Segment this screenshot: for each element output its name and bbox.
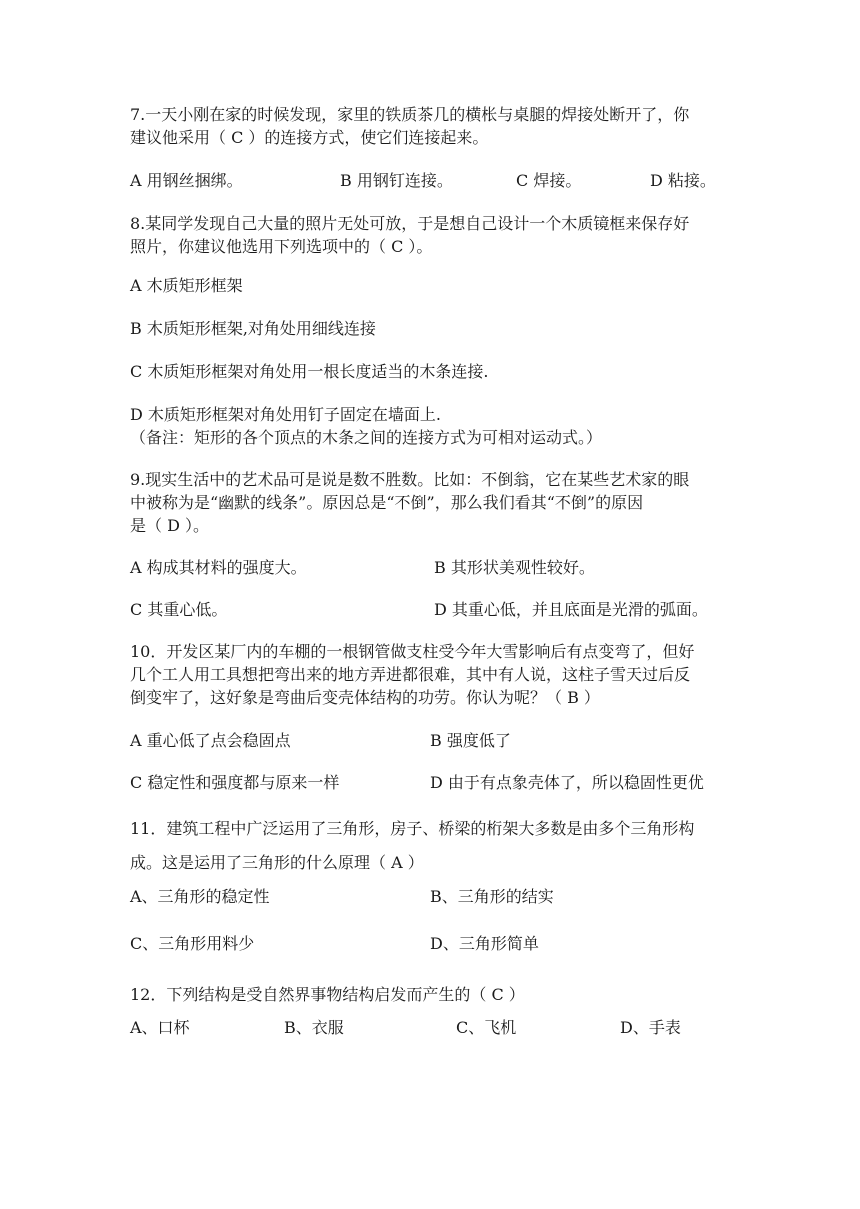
question-11-option-c: C、三角形用料少 bbox=[130, 934, 255, 953]
question-9-option-d: D 其重心低，并且底面是光滑的弧面。 bbox=[434, 600, 708, 619]
question-12-option-a: A、口杯 bbox=[130, 1018, 190, 1037]
question-10-stem-line-1: 10．开发区某厂内的车棚的一根钢管做支柱受今年大雪影响后有点变弯了，但好 bbox=[130, 642, 695, 661]
question-12-stem-line-1: 12．下列结构是受自然界事物结构启发而产生的（ C ） bbox=[130, 985, 525, 1004]
question-7-stem-line-2: 建议他采用（ C ）的连接方式，使它们连接起来。 bbox=[130, 128, 489, 147]
question-8-stem-line-1: 8.某同学发现自己大量的照片无处可放，于是想自己设计一个木质镜框来保存好 bbox=[130, 214, 690, 233]
question-8-option-a: A 木质矩形框架 bbox=[130, 276, 243, 295]
question-10-option-c: C 稳定性和强度都与原来一样 bbox=[130, 773, 340, 792]
question-10-stem-line-2: 几个工人用工具想把弯出来的地方弄进都很难，其中有人说，这柱子雪天过后反 bbox=[130, 665, 691, 684]
question-9-stem-line-3: 是（ D ）。 bbox=[130, 516, 210, 535]
question-8-option-c: C 木质矩形框架对角处用一根长度适当的木条连接. bbox=[130, 362, 489, 381]
question-11-option-b: B、三角形的结实 bbox=[430, 887, 554, 906]
question-9-option-c: C 其重心低。 bbox=[130, 600, 228, 619]
question-7-option-d: D 粘接。 bbox=[650, 171, 716, 190]
question-8-option-b: B 木质矩形框架,对角处用细线连接 bbox=[130, 319, 376, 338]
question-11-stem-line-2: 成。这是运用了三角形的什么原理（ A ） bbox=[130, 853, 424, 872]
question-8-note: （备注：矩形的各个顶点的木条之间的连接方式为可相对运动式。） bbox=[130, 428, 603, 447]
question-7-option-a: A 用钢丝捆绑。 bbox=[130, 171, 243, 190]
question-10-stem-line-3: 倒变牢了，这好象是弯曲后变壳体结构的功劳。你认为呢？（ B ） bbox=[130, 688, 600, 707]
question-9-stem-line-2: 中被称为是“幽默的线条”。原因总是“不倒”，那么我们看其“不倒”的原因 bbox=[130, 493, 644, 512]
question-9-option-a: A 构成其材料的强度大。 bbox=[130, 558, 307, 577]
question-7-option-c: C 焊接。 bbox=[516, 171, 582, 190]
question-11-option-a: A、三角形的稳定性 bbox=[130, 887, 270, 906]
question-9-option-b: B 其形状美观性较好。 bbox=[434, 558, 595, 577]
question-10-option-b: B 强度低了 bbox=[430, 731, 511, 750]
question-8-stem-line-2: 照片，你建议他选用下列选项中的（ C ）。 bbox=[130, 237, 433, 256]
question-7-stem-line-1: 7.一天小刚在家的时候发现，家里的铁质茶几的横枨与桌腿的焊接处断开了，你 bbox=[130, 105, 690, 124]
question-10-option-a: A 重心低了点会稳固点 bbox=[130, 731, 291, 750]
question-12-option-b: B、衣服 bbox=[284, 1018, 344, 1037]
question-8-option-d: D 木质矩形框架对角处用钉子固定在墙面上. bbox=[130, 405, 442, 424]
question-9-stem-line-1: 9.现实生活中的艺术品可是说是数不胜数。比如：不倒翁，它在某些艺术家的眼 bbox=[130, 470, 690, 489]
question-12-option-d: D、手表 bbox=[620, 1018, 681, 1037]
question-11-stem-line-1: 11．建筑工程中广泛运用了三角形，房子、桥梁的桁架大多数是由多个三角形构 bbox=[130, 819, 695, 838]
question-12-option-c: C、飞机 bbox=[456, 1018, 517, 1037]
question-7-option-b: B 用钢钉连接。 bbox=[340, 171, 453, 190]
question-11-option-d: D、三角形简单 bbox=[430, 934, 539, 953]
question-10-option-d: D 由于有点象壳体了，所以稳固性更优 bbox=[430, 773, 704, 792]
